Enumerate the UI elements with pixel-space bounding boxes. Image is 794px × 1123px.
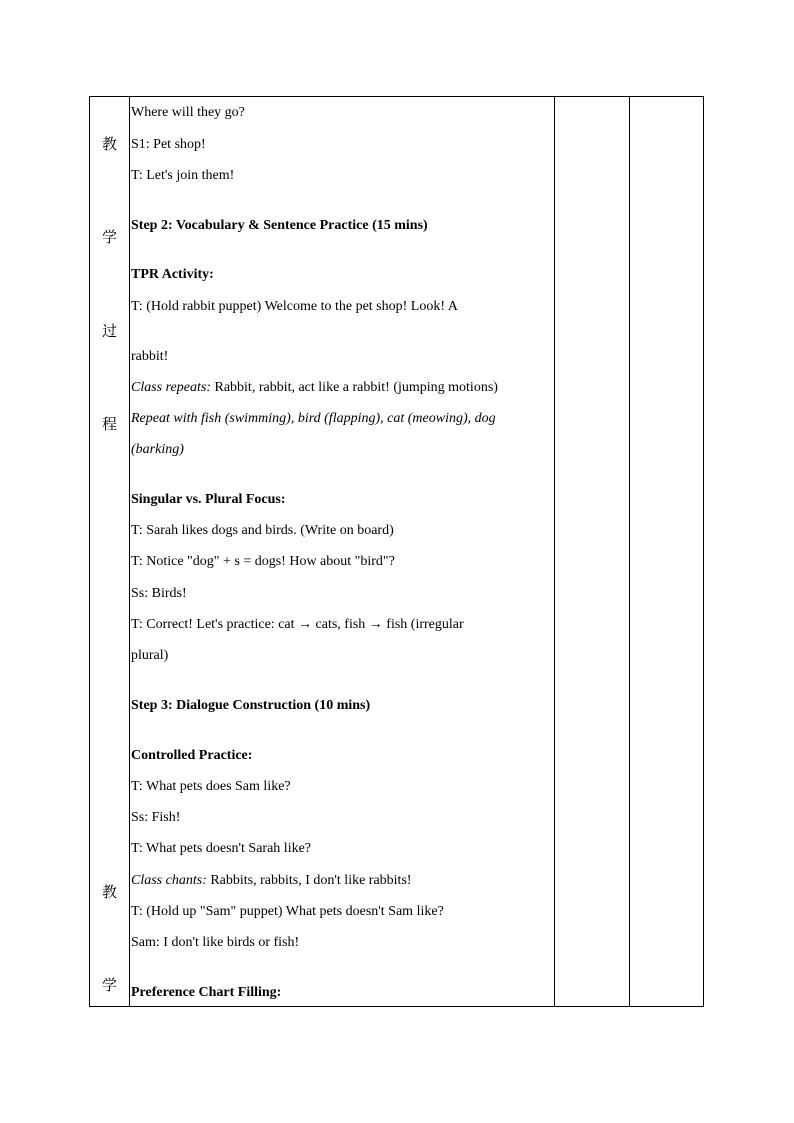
lesson-line — [131, 379, 498, 397]
section-heading: Preference Chart Filling: — [131, 985, 282, 1000]
instruction-label: Class chants: — [131, 873, 207, 888]
step-heading: Step 3: Dialogue Construction (10 mins) — [131, 698, 371, 713]
side-label-char: 学 — [101, 228, 117, 246]
instruction-text: Rabbits, rabbits, I don't like rabbits! — [206, 873, 412, 888]
side-label-char: 程 — [101, 415, 117, 433]
column-divider-1 — [129, 97, 130, 1006]
lesson-line: T: What pets does Sam like? — [131, 779, 291, 794]
instruction-text: Rabbit, rabbit, act like a rabbit! (jumping motions) — [210, 380, 498, 395]
column-divider-2 — [554, 97, 555, 1006]
step-heading: Step 2: Vocabulary & Sentence Practice (15 mins) — [131, 218, 428, 233]
lesson-line: Repeat with fish (swimming), bird (flapping), cat (meowing), dog — [131, 411, 496, 426]
lesson-line: T: Sarah likes dogs and birds. (Write on board) — [131, 523, 394, 538]
lesson-line: Ss: Fish! — [131, 810, 181, 825]
lesson-line: Sam: I don't like birds or fish! — [131, 935, 300, 950]
column-divider-3 — [629, 97, 630, 1006]
lesson-line: Ss: Birds! — [131, 586, 187, 601]
lesson-line: rabbit! — [131, 349, 169, 364]
lesson-line: plural) — [131, 648, 169, 663]
section-heading: Controlled Practice: — [131, 748, 253, 763]
side-label-char: 教 — [101, 883, 117, 901]
side-label-char: 教 — [101, 135, 117, 153]
side-label-char: 过 — [101, 322, 117, 340]
side-label-char: 学 — [101, 976, 117, 994]
lesson-line: T: Notice "dog" + s = dogs! How about "bird"? — [131, 554, 395, 569]
lesson-line: Where will they go? — [131, 105, 245, 120]
lesson-line — [131, 872, 412, 890]
lesson-line: (barking) — [131, 442, 184, 457]
lesson-line: T: What pets doesn't Sarah like? — [131, 841, 312, 856]
lesson-line: T: Let's join them! — [131, 168, 235, 183]
lesson-line: S1: Pet shop! — [131, 137, 206, 152]
section-heading: Singular vs. Plural Focus: — [131, 492, 286, 507]
lesson-plan-table — [89, 96, 704, 1007]
lesson-line: T: Correct! Let's practice: cat → cats, fish → fish (irregular — [131, 617, 464, 632]
lesson-line: T: (Hold rabbit puppet) Welcome to the pet shop! Look! A — [131, 299, 458, 314]
instruction-label: Class repeats: — [131, 380, 211, 395]
section-heading: TPR Activity: — [131, 267, 214, 282]
lesson-line: T: (Hold up "Sam" puppet) What pets doesn't Sam like? — [131, 904, 444, 919]
